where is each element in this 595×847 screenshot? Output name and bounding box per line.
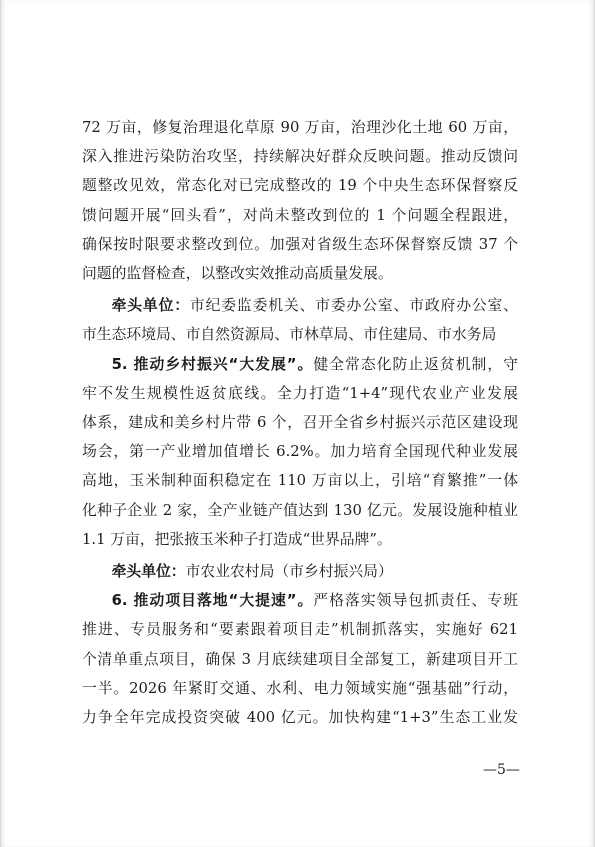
lead-unit-label: 牵头单位： [111,297,190,315]
section-5-heading: 5. 推动乡村振兴“大发展”。 [111,355,314,373]
section-6-heading: 6. 推动项目落地“大提速”。 [111,592,314,610]
body-text [82,113,518,732]
lead-unit-label: 牵头单位： [111,563,186,581]
lead-unit-line [82,557,518,586]
text-line: 72 万亩，修复治理退化草原 90 万亩，治理沙化土地 60 万亩， [82,119,518,136]
text-line: 化种子企业 2 家，全产业链产值达到 130 亿元。发展设施种植业 [82,501,518,519]
section-6-text: 严格落实领导包抓责任、专班 [313,592,518,610]
page-number: —5— [483,762,520,778]
text-line: 题整改见效，常态化对已完成整改的 19 个中央生态环保督察反 [82,177,518,195]
lead-unit-text: 市纪委监委机关、市委办公室、市政府办公室、 [189,297,518,315]
text-line: 体系，建成和美乡村片带 6 个，召开全省乡村振兴示范区建设现 [82,414,518,432]
text-line: 馈问题开展“回头看”，对尚未整改到位的 1 个问题全程跟进， [82,206,518,224]
text-line: 场会，第一产业增加值增长 6.2%。加力培育全国现代种业发展 [82,443,518,461]
text-line: 深入推进污染防治攻坚，持续解决好群众反映问题。推动反馈问 [82,148,518,166]
section-heading-line [82,586,518,615]
section-heading-line [82,350,518,379]
lead-unit-line: 市生态环境局、市自然资源局、市林草局、市住建局、市水务局 [82,326,497,344]
text-line: 个清单重点项目，确保 3 月底续建项目全部复工，新建项目开工 [82,650,518,668]
text-line: 推进、专员服务和“要素跟着项目走”机制抓落实，实施好 621 [82,621,518,639]
lead-unit-text: 市农业农村局（市乡村振兴局） [185,563,393,581]
lead-unit-line [82,291,518,320]
text-line: 高地，玉米制种面积稳定在 110 万亩以上，引培“育繁推”一体 [82,472,518,490]
text-line: 牢不发生规模性返贫底线。全力打造“1+4”现代农业产业发展 [82,384,518,402]
section-5-text: 健全常态化防止返贫机制，守 [313,355,518,373]
text-line: 1.1 万亩，把张掖玉米种子打造成“世界品牌”。 [82,530,392,548]
text-line: 一半。2026 年紧盯交通、水利、电力领域实施“强基础”行动， [82,679,518,697]
text-line: 确保按时限要求整改到位。加强对省级生态环保督察反馈 37 个 [82,235,518,253]
text-line: 问题的监督检查，以整改实效推动高质量发展。 [82,265,393,283]
text-line: 力争全年完成投资突破 400 亿元。加快构建“1+3”生态工业发 [82,709,518,727]
